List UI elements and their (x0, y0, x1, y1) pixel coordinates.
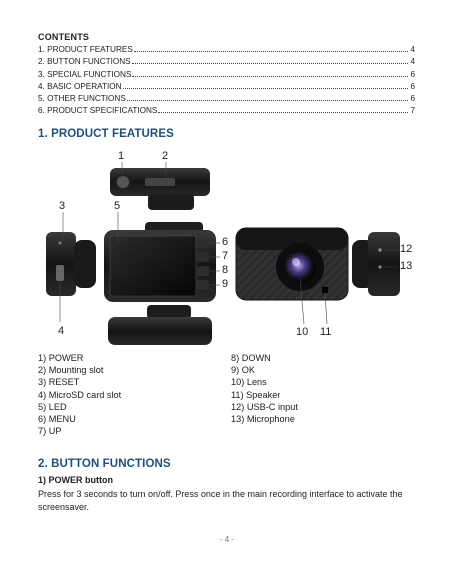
toc-entry-page: 4 (410, 57, 415, 67)
toc-entry-label: 2. BUTTON FUNCTIONS (38, 57, 131, 67)
callout-4: 4 (58, 325, 65, 337)
camera-right-side-view (352, 232, 400, 296)
power-button-description: Press for 3 seconds to turn on/off. Press once in the main recording interface to activate the screensaver. (38, 489, 403, 512)
legend-item: 11) Speaker (231, 389, 281, 400)
section-title-product-features: 1. PRODUCT FEATURES (38, 128, 174, 140)
legend-item: 12) USB-C input (231, 401, 298, 412)
toc-entry-page: 6 (410, 69, 415, 79)
camera-rear-view (104, 222, 216, 302)
power-button-subtitle: 1) POWER button (38, 475, 113, 485)
toc-entry-button-functions[interactable] (38, 57, 415, 69)
toc-entry-label: 6. PRODUCT SPECIFICATIONS (38, 106, 158, 116)
legend-item: 6) MENU (38, 414, 76, 425)
contents-heading: CONTENTS (38, 32, 90, 42)
legend-item: 2) Mounting slot (38, 365, 104, 376)
legend-item: 9) OK (231, 365, 255, 376)
legend-item: 3) RESET (38, 377, 80, 388)
callout-7: 7 (222, 250, 229, 262)
toc-leader-dots (132, 63, 409, 64)
page-number: - 4 - (219, 535, 235, 544)
toc-entry-other-functions[interactable] (38, 94, 415, 106)
legend-item: 10) Lens (231, 377, 267, 388)
callout-13: 13 (400, 260, 413, 272)
table-of-contents (38, 45, 415, 119)
toc-entry-page: 4 (410, 45, 415, 54)
callout-2: 2 (162, 150, 169, 162)
callout-11: 11 (320, 326, 332, 338)
callout-8: 8 (222, 264, 229, 276)
toc-entry-label: 1. PRODUCT FEATURES (38, 45, 133, 54)
feature-legend-left (38, 352, 121, 437)
camera-front-view (236, 228, 348, 300)
callout-12: 12 (400, 243, 413, 255)
legend-item: 1) POWER (38, 353, 84, 363)
camera-top-view (110, 168, 210, 210)
legend-item: 5) LED (38, 401, 67, 412)
callout-3: 3 (59, 200, 66, 212)
toc-leader-dots (123, 88, 409, 89)
legend-item: 4) MicroSD card slot (38, 389, 122, 400)
toc-entry-page: 7 (410, 106, 415, 116)
toc-entry-label: 4. BASIC OPERATION (38, 81, 122, 91)
callout-6: 6 (222, 236, 229, 248)
toc-entry-page: 6 (410, 81, 415, 91)
toc-leader-dots (134, 51, 409, 52)
camera-bottom-view (108, 305, 212, 345)
callout-5: 5 (114, 200, 121, 212)
feature-legend-right (231, 352, 298, 425)
legend-item: 7) UP (38, 426, 62, 437)
toc-leader-dots (158, 112, 408, 113)
toc-entry-page: 6 (410, 94, 415, 104)
toc-entry-product-features[interactable] (38, 45, 415, 57)
toc-leader-dots (132, 76, 408, 77)
section-title-button-functions: 2. BUTTON FUNCTIONS (38, 458, 171, 470)
callout-1: 1 (118, 150, 125, 162)
callout-9: 9 (222, 278, 229, 290)
toc-leader-dots (127, 100, 409, 101)
toc-entry-label: 3. SPECIAL FUNCTIONS (38, 69, 132, 79)
toc-entry-product-specifications[interactable] (38, 106, 415, 118)
toc-entry-special-functions[interactable] (38, 70, 415, 82)
legend-item: 8) DOWN (231, 353, 271, 363)
callout-10: 10 (296, 326, 309, 338)
legend-item: 13) Microphone (231, 414, 295, 425)
toc-entry-label: 5. OTHER FUNCTIONS (38, 94, 126, 104)
camera-side-view (46, 232, 96, 296)
toc-entry-basic-operation[interactable] (38, 82, 415, 94)
